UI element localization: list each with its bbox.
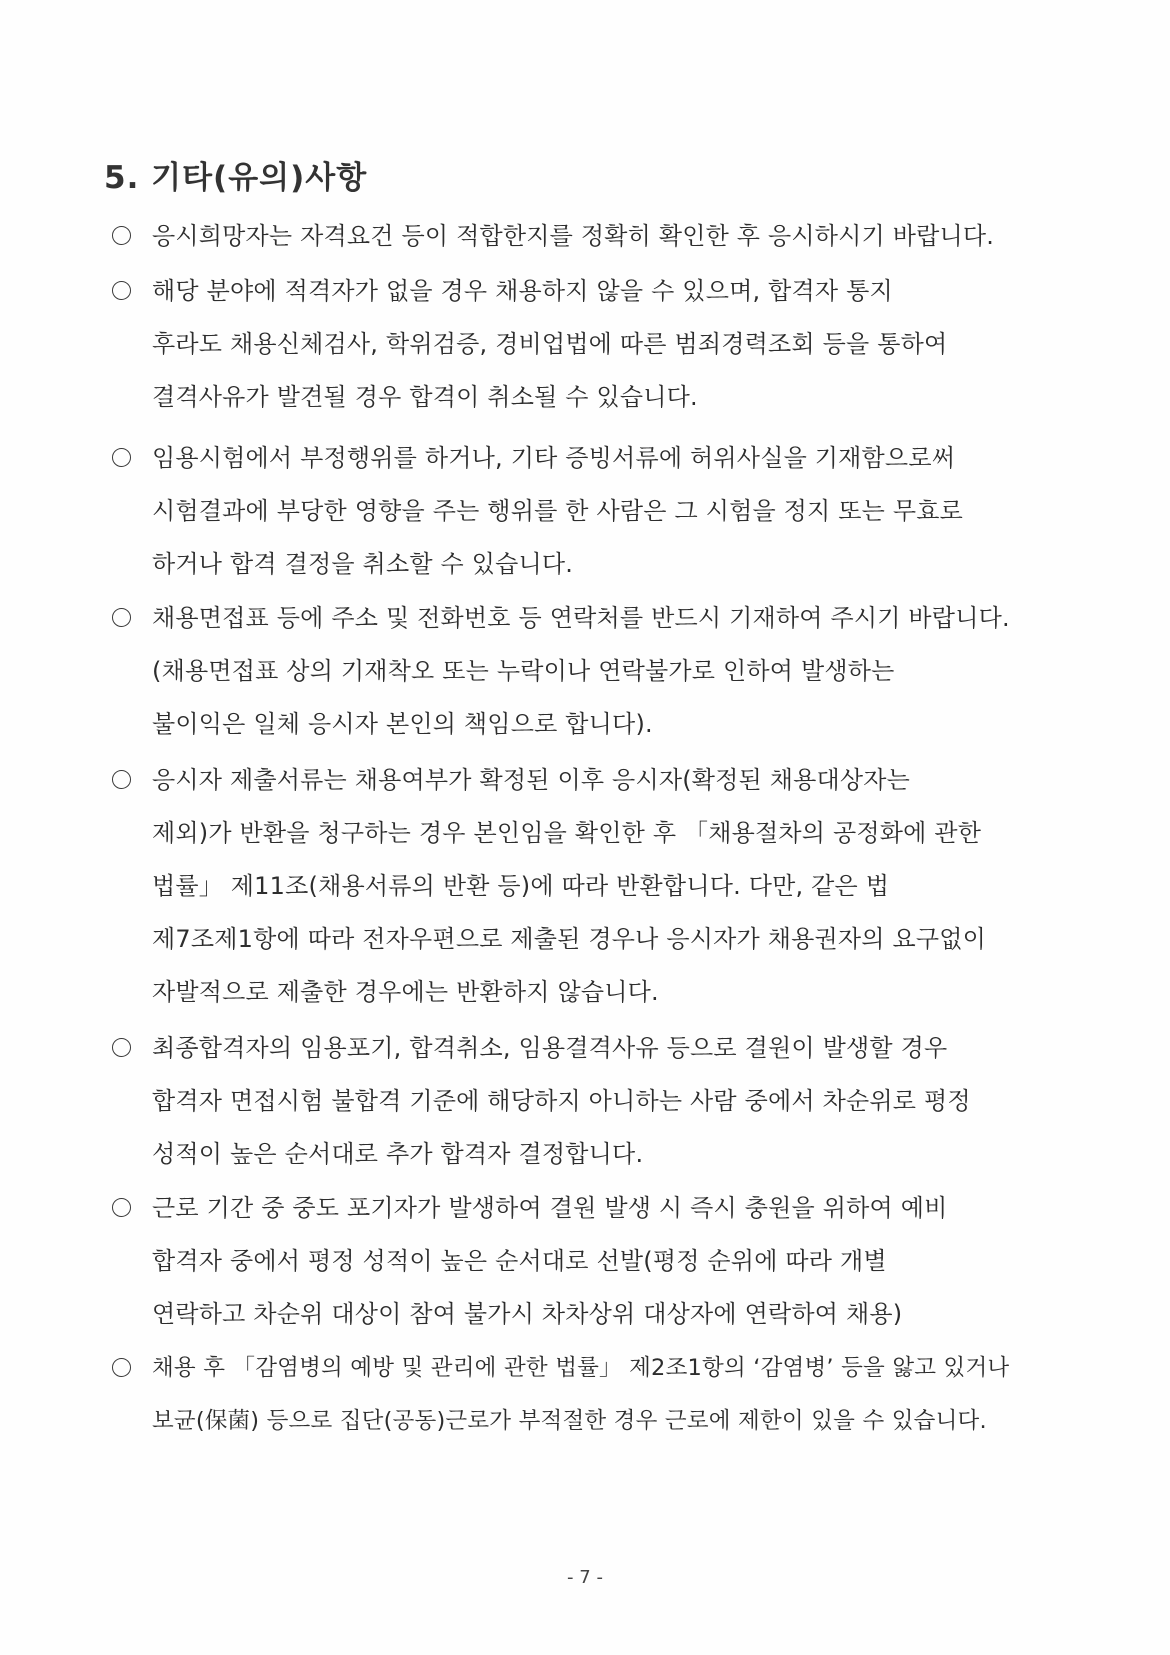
item-text-line: 합격자 중에서 평정 성적이 높은 순서대로 선발(평정 순위에 따라 개별 <box>152 1247 887 1275</box>
item-text-line: (채용면접표 상의 기재착오 또는 누락이나 연락불가로 인하여 발생하는 <box>152 657 895 685</box>
item-text-line: 연락하고 차순위 대상이 참여 불가시 차차상위 대상자에 연락하여 채용) <box>152 1300 903 1328</box>
item-text-line: 결격사유가 발견될 경우 합격이 취소될 수 있습니다. <box>152 383 698 411</box>
circle-bullet-icon <box>112 770 131 789</box>
circle-bullet-icon <box>112 226 131 245</box>
circle-bullet-icon <box>112 448 131 467</box>
section-title: 5. 기타(유의)사항 <box>104 160 368 196</box>
circle-bullet-icon <box>112 1038 131 1057</box>
circle-bullet-icon <box>112 1358 131 1377</box>
item-text-line: 채용 후 「감염병의 예방 및 관리에 관한 법률」 제2조1항의 ‘감염병’ 등을 앓고 있거나 <box>152 1355 1010 1381</box>
item-text-line: 법률」 제11조(채용서류의 반환 등)에 따라 반환합니다. 다만, 같은 법 <box>152 872 890 900</box>
item-text-line: 성적이 높은 순서대로 추가 합격자 결정합니다. <box>152 1140 644 1168</box>
item-text-line: 응시자 제출서류는 채용여부가 확정된 이후 응시자(확정된 채용대상자는 <box>152 766 911 794</box>
item-text-line: 보균(保菌) 등으로 집단(공동)근로가 부적절한 경우 근로에 제한이 있을 수 있습니다. <box>152 1408 987 1434</box>
page-number: - 7 - <box>567 1567 603 1588</box>
item-text-line: 불이익은 일체 응시자 본인의 책임으로 합니다). <box>152 710 653 738</box>
item-text-line: 자발적으로 제출한 경우에는 반환하지 않습니다. <box>152 978 659 1006</box>
item-text-line: 하거나 합격 결정을 취소할 수 있습니다. <box>152 550 574 578</box>
item-text-line: 최종합격자의 임용포기, 합격취소, 임용결격사유 등으로 결원이 발생할 경우 <box>152 1034 948 1062</box>
circle-bullet-icon <box>112 608 131 627</box>
item-text-line: 제외)가 반환을 청구하는 경우 본인임을 확인한 후 「채용절차의 공정화에 관한 <box>152 819 982 847</box>
circle-bullet-icon <box>112 1198 131 1217</box>
item-text-line: 제7조제1항에 따라 전자우편으로 제출된 경우나 응시자가 채용권자의 요구없이 <box>152 925 987 953</box>
item-text-line: 채용면접표 등에 주소 및 전화번호 등 연락처를 반드시 기재하여 주시기 바랍니다. <box>152 604 1010 632</box>
item-text-line: 시험결과에 부당한 영향을 주는 행위를 한 사람은 그 시험을 정지 또는 무효로 <box>152 497 964 525</box>
item-text-line: 합격자 면접시험 불합격 기준에 해당하지 아니하는 사람 중에서 차순위로 평정 <box>152 1087 971 1115</box>
item-text-line: 근로 기간 중 중도 포기자가 발생하여 결원 발생 시 즉시 충원을 위하여 예비 <box>152 1194 948 1222</box>
circle-bullet-icon <box>112 281 131 300</box>
item-text-line: 후라도 채용신체검사, 학위검증, 경비업법에 따른 범죄경력조회 등을 통하여 <box>152 330 948 358</box>
item-text-line: 임용시험에서 부정행위를 하거나, 기타 증빙서류에 허위사실을 기재함으로써 <box>152 444 956 472</box>
item-text-line: 해당 분야에 적격자가 없을 경우 채용하지 않을 수 있으며, 합격자 통지 <box>152 277 893 305</box>
item-text-line: 응시희망자는 자격요건 등이 적합한지를 정확히 확인한 후 응시하시기 바랍니다. <box>152 222 995 250</box>
